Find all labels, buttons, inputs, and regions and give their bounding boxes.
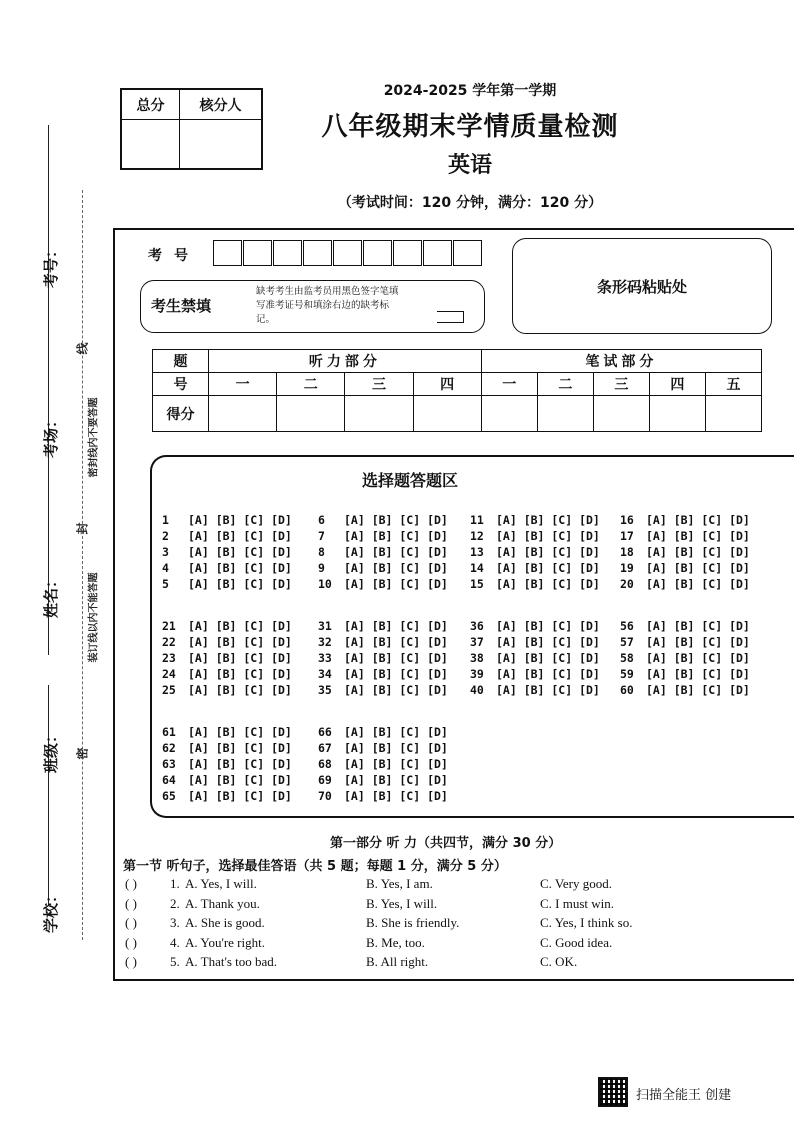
answer-row: [162, 666, 292, 682]
q-bottom: 号: [153, 373, 209, 396]
listening-col-3: 三: [345, 373, 413, 396]
answer-row: [162, 788, 292, 804]
answer-bubbles[interactable]: [A] [B] [C] [D]: [188, 683, 292, 697]
answer-bubbles[interactable]: [A] [B] [C] [D]: [496, 545, 600, 559]
answer-row: [470, 528, 600, 544]
answer-bubbles[interactable]: [A] [B] [C] [D]: [188, 545, 292, 559]
writing-col-4: 四: [649, 373, 705, 396]
total-score-label: 总分: [122, 90, 180, 120]
question-number: 67: [318, 741, 332, 755]
listening-col-4: 四: [413, 373, 481, 396]
answer-bubbles[interactable]: [A] [B] [C] [D]: [646, 619, 750, 633]
answer-bubbles[interactable]: [A] [B] [C] [D]: [496, 561, 600, 575]
answer-row: [470, 650, 600, 666]
feng-mark: 封: [75, 522, 90, 535]
answer-bubbles[interactable]: [A] [B] [C] [D]: [646, 513, 750, 527]
answer-row: [318, 666, 448, 682]
answer-bubbles[interactable]: [A] [B] [C] [D]: [646, 561, 750, 575]
subject-title: 英语: [447, 153, 492, 178]
answer-bracket[interactable]: ( ): [125, 934, 137, 950]
checker-cell[interactable]: [180, 120, 261, 168]
question-number: 65: [162, 789, 176, 803]
answer-bracket[interactable]: ( ): [125, 915, 137, 930]
answer-group: [162, 724, 292, 804]
barcode-label: 条形码粘贴处: [596, 277, 687, 296]
binding-line-lower: [48, 685, 49, 905]
question-number: 24: [162, 667, 176, 681]
absent-mark-box[interactable]: [437, 311, 464, 323]
answer-row: [318, 560, 448, 576]
question-number: 7: [318, 529, 325, 543]
answer-row: [318, 756, 448, 772]
section1-title: 第一节 听句子，选择最佳答语（共 5 题；每题 1 分，满分 5 分）: [123, 859, 507, 874]
answer-row: [162, 650, 292, 666]
answer-row: [470, 576, 600, 592]
answer-bubbles[interactable]: [A] [B] [C] [D]: [646, 635, 750, 649]
answer-bubbles[interactable]: [A] [B] [C] [D]: [344, 683, 448, 697]
answer-row: [162, 512, 292, 528]
answer-bracket[interactable]: ( ): [125, 876, 137, 891]
answer-row: [620, 560, 750, 576]
answer-bubbles[interactable]: [A] [B] [C] [D]: [188, 561, 292, 575]
option-b: B. All right.: [366, 954, 429, 969]
name-label: 姓名：: [42, 572, 61, 619]
answer-bubbles[interactable]: [A] [B] [C] [D]: [646, 683, 750, 697]
exam-number-digit[interactable]: [363, 240, 392, 266]
option-b: B. Me, too.: [366, 934, 425, 950]
option-b: B. She is friendly.: [366, 915, 460, 930]
school-label: 学校：: [42, 887, 61, 934]
question-number: 57: [620, 635, 634, 649]
answer-bubbles[interactable]: [A] [B] [C] [D]: [496, 667, 600, 681]
option-c: C. Yes, I think so.: [540, 915, 633, 930]
answer-bubbles[interactable]: [A] [B] [C] [D]: [188, 529, 292, 543]
seal-note-2: 装订线以内不能答题: [88, 572, 100, 663]
question-number: 12: [470, 529, 484, 543]
exam-number-digit[interactable]: [213, 240, 242, 266]
question-number: 58: [620, 651, 634, 665]
question-number: 70: [318, 789, 332, 803]
question-number: 20: [620, 577, 634, 591]
score-cell[interactable]: [481, 396, 537, 432]
exam-number-digit[interactable]: [303, 240, 332, 266]
answer-bubbles[interactable]: [A] [B] [C] [D]: [344, 741, 448, 755]
qr-code-icon: [598, 1077, 628, 1107]
answer-row: [620, 576, 750, 592]
exam-number-boxes: [213, 240, 483, 270]
answer-row: [318, 618, 448, 634]
answer-bubbles[interactable]: [A] [B] [C] [D]: [188, 667, 292, 681]
question-number: 66: [318, 725, 332, 739]
answer-row: [318, 724, 448, 740]
answer-row: [162, 756, 292, 772]
listening-col-1: 一: [209, 373, 277, 396]
answer-bubbles[interactable]: [A] [B] [C] [D]: [646, 545, 750, 559]
answer-bubbles[interactable]: [A] [B] [C] [D]: [496, 577, 600, 591]
year-term: 2024-2025 学年第一学期: [383, 83, 557, 99]
seal-dashed-line: [82, 190, 83, 940]
answer-bubbles[interactable]: [A] [B] [C] [D]: [188, 789, 292, 803]
answer-bubbles[interactable]: [A] [B] [C] [D]: [344, 545, 448, 559]
question-number: 23: [162, 651, 176, 665]
question-number: 1.: [170, 876, 180, 891]
answer-bubbles[interactable]: [A] [B] [C] [D]: [344, 757, 448, 771]
question-number: 13: [470, 545, 484, 559]
writing-col-5: 五: [705, 373, 761, 396]
exam-info: （考试时间：120 分钟，满分：120 分）: [337, 195, 603, 211]
question-number: 18: [620, 545, 634, 559]
answer-group: [162, 618, 292, 698]
answer-group: [470, 512, 600, 592]
question-number: 68: [318, 757, 332, 771]
question-number: 11: [470, 513, 484, 527]
question-number: 14: [470, 561, 484, 575]
exam-number-digit[interactable]: [333, 240, 362, 266]
question-number: 69: [318, 773, 332, 787]
question-number: 22: [162, 635, 176, 649]
question-number: 3.: [170, 915, 180, 930]
option-c: C. Good idea.: [540, 934, 613, 950]
answer-row: [620, 682, 750, 698]
answer-bubbles[interactable]: [A] [B] [C] [D]: [188, 577, 292, 591]
answer-bubbles[interactable]: [A] [B] [C] [D]: [344, 789, 448, 803]
score-cell[interactable]: [345, 396, 413, 432]
option-a: A. Yes, I will.: [185, 876, 257, 891]
answer-row: [318, 650, 448, 666]
answer-bracket[interactable]: ( ): [125, 954, 137, 969]
exam-no-label: 考号：: [42, 242, 61, 289]
answer-bubbles[interactable]: [A] [B] [C] [D]: [344, 561, 448, 575]
option-a: A. You're right.: [185, 934, 265, 950]
answer-row: [162, 576, 292, 592]
answer-row: [470, 634, 600, 650]
writing-col-1: 一: [481, 373, 537, 396]
question-number: 6: [318, 513, 325, 527]
answer-row: [620, 666, 750, 682]
question-number: 36: [470, 619, 484, 633]
answer-group: [318, 618, 448, 698]
writing-col-3: 三: [593, 373, 649, 396]
barcode-area: [512, 238, 772, 334]
answer-bubbles[interactable]: [A] [B] [C] [D]: [188, 757, 292, 771]
question-number: 5: [162, 577, 169, 591]
answer-row: [620, 618, 750, 634]
answer-row: [162, 618, 292, 634]
answer-row: [162, 634, 292, 650]
score-cell[interactable]: [537, 396, 593, 432]
answer-row: [162, 740, 292, 756]
answer-bubbles[interactable]: [A] [B] [C] [D]: [188, 741, 292, 755]
answer-row: [162, 560, 292, 576]
question-number: 4.: [170, 934, 180, 950]
answer-row: [470, 618, 600, 634]
question-number: 33: [318, 651, 332, 665]
exam-number-digit[interactable]: [423, 240, 452, 266]
option-c: C. Very good.: [540, 876, 612, 891]
class-label: 班级：: [42, 727, 61, 774]
score-cell[interactable]: [593, 396, 649, 432]
option-a: A. That's too bad.: [185, 954, 278, 969]
answer-bracket[interactable]: ( ): [125, 895, 137, 911]
question-number: 59: [620, 667, 634, 681]
answer-area-title: 选择题答题区: [361, 471, 458, 490]
answer-bubbles[interactable]: [A] [B] [C] [D]: [188, 651, 292, 665]
question-number: 17: [620, 529, 634, 543]
answer-bubbles[interactable]: [A] [B] [C] [D]: [344, 667, 448, 681]
part1-title: 第一部分 听 力（共四节，满分 30 分）: [330, 836, 562, 851]
answer-group: [318, 724, 448, 804]
answer-row: [470, 666, 600, 682]
answer-bubbles[interactable]: [A] [B] [C] [D]: [646, 667, 750, 681]
question-number: 10: [318, 577, 332, 591]
forbidden-box: [140, 280, 485, 333]
question-number: 38: [470, 651, 484, 665]
answer-bubbles[interactable]: [A] [B] [C] [D]: [496, 619, 600, 633]
answer-row: [318, 544, 448, 560]
answer-group: [318, 512, 448, 592]
question-number: 64: [162, 773, 176, 787]
answer-row: [620, 650, 750, 666]
question-number: 32: [318, 635, 332, 649]
forbidden-desc: 缺考考生由监考员用黑色签字笔填写准考证号和填涂右边的缺考标记。: [256, 286, 399, 325]
score-cell[interactable]: [705, 396, 761, 432]
answer-bubbles[interactable]: [A] [B] [C] [D]: [496, 683, 600, 697]
answer-bubbles[interactable]: [A] [B] [C] [D]: [344, 725, 448, 739]
answer-row: [162, 544, 292, 560]
listening-header: 听力部分: [209, 350, 482, 373]
answer-bubbles[interactable]: [A] [B] [C] [D]: [344, 529, 448, 543]
score-cell[interactable]: [209, 396, 277, 432]
answer-row: [318, 788, 448, 804]
question-number: 21: [162, 619, 176, 633]
option-a: A. She is good.: [185, 915, 265, 930]
writing-header: 笔试部分: [481, 350, 761, 373]
answer-bubbles[interactable]: [A] [B] [C] [D]: [496, 635, 600, 649]
question-number: 25: [162, 683, 176, 697]
question-number: 37: [470, 635, 484, 649]
answer-row: [620, 528, 750, 544]
answer-row: [162, 772, 292, 788]
answer-group: [470, 618, 600, 698]
question-number: 56: [620, 619, 634, 633]
question-number: 19: [620, 561, 634, 575]
answer-bubbles[interactable]: [A] [B] [C] [D]: [344, 619, 448, 633]
question-number: 34: [318, 667, 332, 681]
question-number: 35: [318, 683, 332, 697]
score-cell[interactable]: [277, 396, 345, 432]
question-number: 2: [162, 529, 169, 543]
option-c: C. I must win.: [540, 895, 615, 911]
question-number: 60: [620, 683, 634, 697]
question-number: 8: [318, 545, 325, 559]
answer-bubbles[interactable]: [A] [B] [C] [D]: [188, 619, 292, 633]
mi-mark: 密: [75, 747, 90, 760]
listening-col-2: 二: [277, 373, 345, 396]
answer-row: [470, 544, 600, 560]
answer-bubbles[interactable]: [A] [B] [C] [D]: [344, 513, 448, 527]
exam-number-digit[interactable]: [243, 240, 272, 266]
option-a: A. Thank you.: [185, 895, 260, 911]
answer-row: [318, 740, 448, 756]
exam-room-label: 考场：: [42, 412, 61, 459]
answer-bubbles[interactable]: [A] [B] [C] [D]: [646, 529, 750, 543]
answer-bubbles[interactable]: [A] [B] [C] [D]: [496, 651, 600, 665]
answer-row: [470, 682, 600, 698]
exam-number-digit[interactable]: [273, 240, 302, 266]
exam-number-digit[interactable]: [393, 240, 422, 266]
question-number: 31: [318, 619, 332, 633]
answer-group: [620, 512, 750, 592]
answer-row: [620, 544, 750, 560]
question-number: 4: [162, 561, 169, 575]
option-b: B. Yes, I will.: [366, 895, 438, 911]
seal-note-1: 密封线内不要答题: [88, 397, 100, 478]
score-cell[interactable]: [649, 396, 705, 432]
option-c: C. OK.: [540, 954, 578, 969]
answer-row: [620, 512, 750, 528]
answer-bubbles[interactable]: [A] [B] [C] [D]: [646, 577, 750, 591]
answer-row: [318, 634, 448, 650]
question-number: 3: [162, 545, 169, 559]
answer-bubbles[interactable]: [A] [B] [C] [D]: [188, 725, 292, 739]
answer-row: [318, 772, 448, 788]
exam-number-digit[interactable]: [453, 240, 482, 266]
score-summary-box: [120, 88, 263, 170]
question-number: 1: [162, 513, 169, 527]
score-cell[interactable]: [413, 396, 481, 432]
answer-row: [318, 512, 448, 528]
question-number: 5.: [170, 954, 180, 969]
answer-bubbles[interactable]: [A] [B] [C] [D]: [188, 773, 292, 787]
question-number: 39: [470, 667, 484, 681]
writing-col-2: 二: [537, 373, 593, 396]
answer-row: [318, 682, 448, 698]
answer-row: [620, 634, 750, 650]
answer-bubbles[interactable]: [A] [B] [C] [D]: [344, 635, 448, 649]
answer-group: [620, 618, 750, 698]
question-number: 2.: [170, 895, 180, 911]
question-number: 40: [470, 683, 484, 697]
score-row-label: 得分: [153, 396, 209, 432]
answer-bubbles[interactable]: [A] [B] [C] [D]: [344, 577, 448, 591]
q-top: 题: [153, 350, 209, 373]
answer-row: [318, 576, 448, 592]
answer-row: [470, 560, 600, 576]
question-number: 9: [318, 561, 325, 575]
question-number: 62: [162, 741, 176, 755]
answer-group: [162, 512, 292, 592]
answer-bubbles[interactable]: [A] [B] [C] [D]: [188, 635, 292, 649]
question-number: 61: [162, 725, 176, 739]
forbidden-label: 考生禁填: [151, 297, 212, 315]
answer-row: [318, 528, 448, 544]
answer-bubbles[interactable]: [A] [B] [C] [D]: [496, 529, 600, 543]
checker-label: 核分人: [180, 90, 261, 120]
answer-row: [162, 682, 292, 698]
answer-bubbles[interactable]: [A] [B] [C] [D]: [344, 773, 448, 787]
answer-bubbles[interactable]: [A] [B] [C] [D]: [344, 651, 448, 665]
answer-bubbles[interactable]: [A] [B] [C] [D]: [496, 513, 600, 527]
question-number: 15: [470, 577, 484, 591]
answer-bubbles[interactable]: [A] [B] [C] [D]: [646, 651, 750, 665]
answer-bubbles[interactable]: [A] [B] [C] [D]: [188, 513, 292, 527]
option-b: B. Yes, I am.: [366, 876, 433, 891]
exam-number-label: 考号: [148, 248, 200, 264]
scanner-watermark: 扫描全能王 创建: [636, 1088, 732, 1103]
answer-row: [162, 724, 292, 740]
line-mark: 线: [75, 342, 90, 355]
total-score-cell[interactable]: [122, 120, 180, 168]
answer-row: [470, 512, 600, 528]
question-number: 16: [620, 513, 634, 527]
answer-row: [162, 528, 292, 544]
score-table: [152, 349, 762, 432]
question-number: 63: [162, 757, 176, 771]
page-title: 八年级期末学情质量检测: [321, 112, 619, 142]
